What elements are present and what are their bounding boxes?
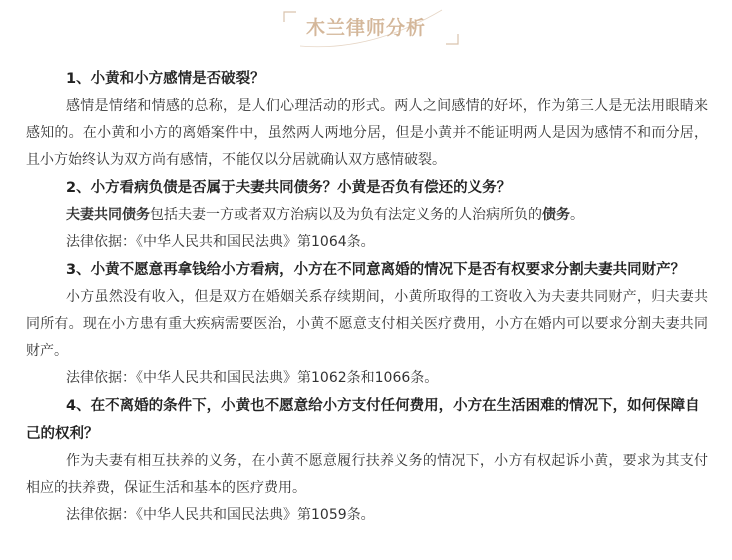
law-basis-3: 法律依据：《中华人民共和国民法典》第1062条和1066条。 [66, 370, 439, 386]
question-2: 2、小方看病负债是否属于夫妻共同债务？小黄是否负有偿还的义务？ [66, 180, 512, 196]
law-basis-4: 法律依据：《中华人民共和国民法典》第1059条。 [66, 507, 375, 523]
answer-3: 小方虽然没有收入，但是双方在婚姻关系存续期间，小黄所取得的工资收入为夫妻共同财产，归夫妻共同所有。现在小方患有重大疾病需要医治，小黄不愿意支付相关医疗费用，小方在婚内可以要求分割夫妻共同财产。 [26, 289, 708, 359]
answer-2-end: 。 [570, 207, 584, 223]
section-header [0, 0, 732, 60]
page-title: 木兰律师分析 [305, 17, 426, 39]
law-basis-2: 法律依据：《中华人民共和国民法典》第1064条。 [66, 234, 375, 250]
question-4: 4、在不离婚的条件下，小黄也不愿意给小方支付任何费用，小方在生活困难的情况下，如何保障自己的权利？ [26, 398, 700, 442]
answer-2-text: 包括夫妻一方或者双方治病以及为负有法定义务的人治病所负的 [150, 207, 542, 223]
answer-2-debt: 债务 [542, 207, 570, 223]
answer-1: 感情是情绪和情感的总称，是人们心理活动的形式。两人之间感情的好坏，作为第三人是无法用眼睛来感知的。在小黄和小方的离婚案件中，虽然两人两地分居，但是小黄并不能证明两人是因为感情不和而分居，且小方始终认为双方尚有感情，不能仅以分居就确认双方感情破裂。 [26, 98, 708, 168]
question-3: 3、小黄不愿意再拿钱给小方看病，小方在不同意离婚的情况下是否有权要求分割夫妻共同财产？ [66, 262, 686, 278]
answer-4: 作为夫妻有相互扶养的义务，在小黄不愿意履行扶养义务的情况下，小方有权起诉小黄，要求为其支付相应的扶养费，保证生活和基本的医疗费用。 [26, 453, 708, 496]
answer-2 [0, 202, 732, 229]
question-1: 1、小黄和小方感情是否破裂？ [66, 71, 265, 87]
answer-2-term: 夫妻共同债务 [66, 207, 150, 223]
article-body [0, 65, 732, 529]
